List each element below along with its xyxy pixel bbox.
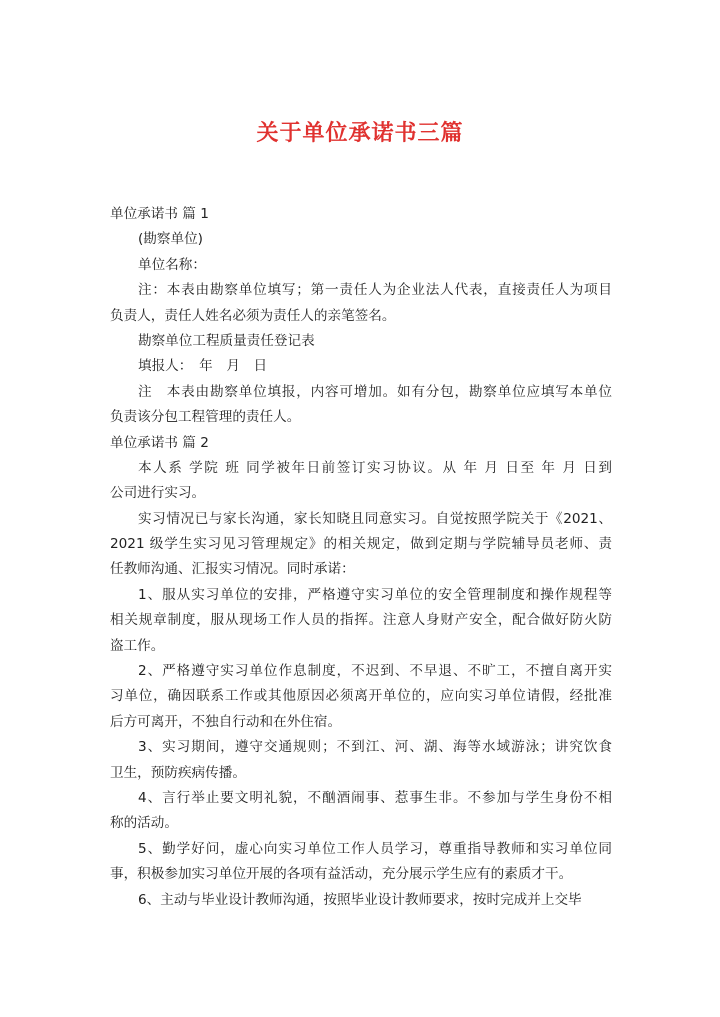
text-line: 卫生，预防疾病传播。	[110, 764, 246, 781]
document-title: 关于单位承诺书三篇	[256, 120, 464, 146]
text-line: 5、勤学好问，虚心向实习单位工作人员学习，尊重指导教师和实习单位同	[138, 840, 612, 857]
text-line: 相关规章制度，服从现场工作人员的指挥。注意人身财产安全，配合做好防火防	[110, 612, 612, 629]
text-line: 习单位，确因联系工作或其他原因必须离开单位的，应向实习单位请假，经批准	[110, 688, 612, 705]
paragraph	[110, 837, 612, 888]
text-line: 6、主动与毕业设计教师沟通，按照毕业设计教师要求，按时完成并上交毕	[138, 891, 582, 908]
text-line: 公司进行实习。	[110, 485, 206, 502]
text-line: 注：本表由勘察单位填写；第一责任人为企业法人代表，直接责任人为项目	[138, 282, 612, 299]
text-line: 2、严格遵守实习单位作息制度，不迟到、不早退、不旷工，不擅自离开实	[138, 663, 612, 680]
text-line: (勘察单位)	[138, 231, 203, 248]
text-line: 任教师沟通、汇报实习情况。同时承诺：	[110, 561, 355, 578]
paragraph	[110, 507, 612, 583]
paragraph	[110, 278, 612, 329]
paragraph	[110, 380, 612, 431]
text-line: 3、实习期间，遵守交通规则；不到江、河、湖、海等水域游泳；讲究饮食	[138, 739, 612, 756]
paragraph	[110, 456, 612, 507]
text-line: 填报人： 年 月 日	[138, 358, 268, 375]
text-line: 2021 级学生实习见习管理规定》的相关规定，做到定期与学院辅导员老师、责	[110, 536, 612, 553]
paragraph	[110, 354, 612, 379]
paragraph	[110, 888, 612, 913]
text-line: 事，积极参加实习单位开展的各项有益活动，充分展示学生应有的素质才干。	[110, 866, 573, 883]
text-line: 4、言行举止要文明礼貌，不酗酒闹事、惹事生非。不参加与学生身份不相	[138, 789, 612, 806]
paragraph	[110, 786, 612, 837]
text-line: 负责该分包工程管理的责任人。	[110, 409, 301, 426]
text-line: 勘察单位工程质量责任登记表	[138, 332, 315, 349]
text-line: 单位承诺书 篇 2	[110, 434, 209, 451]
text-line: 实习情况已与家长沟通，家长知晓且同意实习。自觉按照学院关于《2021、	[138, 510, 612, 527]
text-line: 称的活动。	[110, 815, 178, 832]
text-line: 注 本表由勘察单位填报，内容可增加。如有分包，勘察单位应填写本单位	[138, 383, 612, 400]
text-line: 单位名称：	[138, 256, 206, 273]
paragraph	[110, 202, 612, 227]
paragraph	[110, 659, 612, 735]
text-line: 后方可离开，不独自行动和在外住宿。	[110, 713, 342, 730]
text-line: 1、服从实习单位的安排，严格遵守实习单位的安全管理制度和操作规程等	[138, 586, 612, 603]
paragraph	[110, 253, 612, 278]
text-line: 单位承诺书 篇 1	[110, 206, 209, 222]
text-line: 盗工作。	[110, 637, 165, 654]
paragraph	[110, 431, 612, 456]
paragraph	[110, 227, 612, 252]
paragraph	[110, 329, 612, 354]
text-line: 本人系 学院 班 同学被年日前签订实习协议。从 年 月 日至 年 月 日到	[138, 459, 612, 476]
document-body	[110, 202, 612, 913]
paragraph	[110, 735, 612, 786]
text-line: 负责人，责任人姓名必须为责任人的亲笔签名。	[110, 307, 396, 324]
paragraph	[110, 583, 612, 659]
